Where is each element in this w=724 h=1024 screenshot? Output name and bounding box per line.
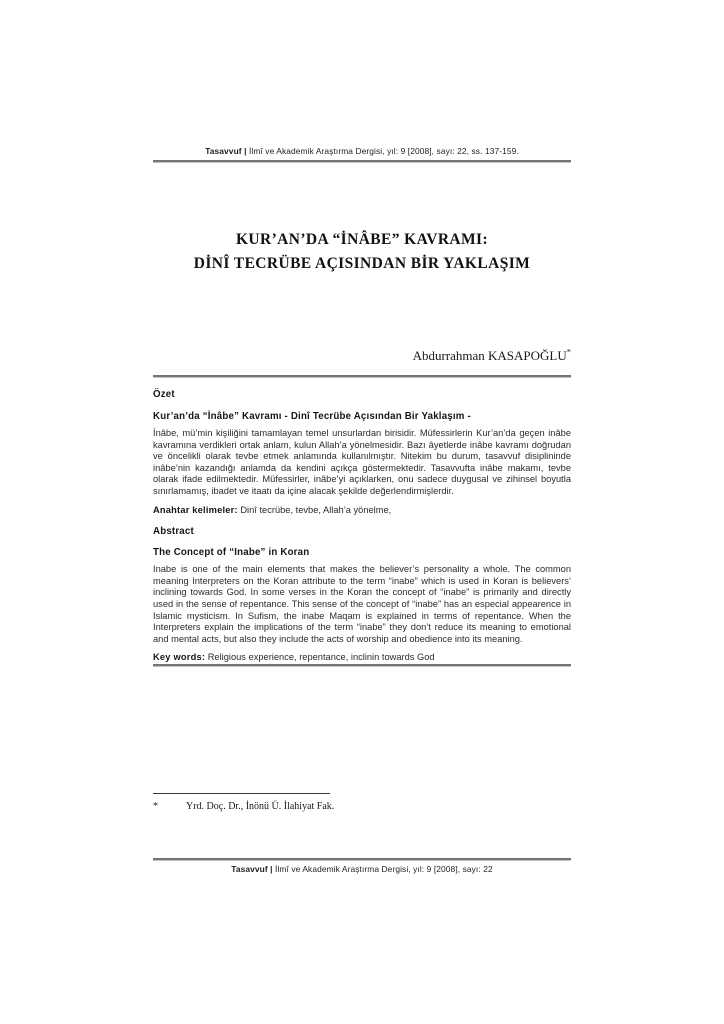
- abstract-top-rule: [153, 375, 571, 378]
- abstract-keywords: [153, 652, 571, 664]
- ozet-keywords-text: Dinî tecrübe, tevbe, Allah’a yönelme,: [240, 504, 392, 515]
- abstract-keywords-label: Key words:: [153, 652, 206, 663]
- author-name: Abdurrahman KASAPOĞLU: [412, 348, 567, 363]
- footer-issue-info: İlmî ve Akademik Araştırma Dergisi, yıl: 9 [2008], sayı: 22: [275, 864, 493, 874]
- ozet-keywords-label: Anahtar kelimeler:: [153, 504, 238, 515]
- abstract-keywords-text: Religious experience, repentance, inclinin towards God: [207, 652, 435, 663]
- author-footnote-mark: *: [566, 346, 571, 357]
- header-rule: [153, 160, 571, 163]
- abstract-section: [153, 389, 571, 664]
- footnote-mark: *: [153, 801, 158, 812]
- ozet-body: İnâbe, mü’min kişiliğini tamamlayan temel unsurlardan birisidir. Müfessirlerin Kur’an’da geçen inâbe kavramına verdikleri ortak anlam, kulun Allah’a yönelmesidir. Bazı âyetlerde inâbe kavramı doğrudan ve öncelikli olarak tevbe etmek anlamında kullanılmıştır. Nitekim bu durum, tasavvuf disiplininde inâbe’nin kazandığı anlamda da kendini açıkça göstermektedir. Tasavvufta inâbe makamı, tevbe olarak ifade edilmektedir. Müfessirler, inâbe’yi açıklarken, onu sadece duygusal ve zihinsel boyutla sınırlamamış, ibadet ve itaatı da içine alacak şekilde değerlendirmişlerdir.: [153, 428, 571, 496]
- journal-header: [153, 146, 571, 156]
- article-title: [153, 228, 571, 276]
- ozet-keywords: [153, 505, 571, 517]
- journal-name: Tasavvuf |: [205, 146, 247, 156]
- article-title-line1: KUR’AN’DA “İNÂBE” KAVRAMI:: [235, 231, 489, 248]
- journal-issue-info: İlmî ve Akademik Araştırma Dergisi, yıl: 9 [2008], sayı: 22, ss. 137-159.: [248, 146, 519, 156]
- ozet-heading: Özet: [153, 389, 175, 400]
- abstract-bottom-rule: [153, 664, 571, 667]
- abstract-body: Inabe is one of the main elements that makes the believer’s personality a whole. The common meaning Interpreters on the Koran attribute to the term “inabe” which is used in Koran is believers’ inclining towards God. In some verses in the Koran the concept of “inabe” is primarily and directly used in the sense of repentance. This sense of the concept of “inabe” has an especial appearence in Islamic mysticism. In Sufism, the inabe Maqam is explained in terms of repentance. When the Interpreters explain the implications of the term “inabe” they don’t reduce its meaning to emotional and mental acts, but also they include the acts of worship and obedience into its meaning.: [153, 564, 571, 644]
- abstract-subtitle: The Concept of “Inabe” in Koran: [153, 547, 310, 559]
- footnote-text: Yrd. Doç. Dr., İnönü Ü. İlahiyat Fak.: [186, 801, 335, 812]
- footnote-separator: [153, 793, 330, 794]
- abstract-heading: Abstract: [153, 526, 194, 538]
- footer-journal-name: Tasavvuf |: [231, 864, 273, 874]
- ozet-subtitle: Kur’an’da “İnâbe” Kavramı - Dinî Tecrübe Açısından Bir Yaklaşım -: [153, 411, 471, 422]
- footnote: [153, 801, 571, 812]
- author-line: [153, 348, 571, 364]
- footer-rule: [153, 858, 571, 861]
- journal-footer: [153, 864, 571, 874]
- article-title-line2: DİNÎ TECRÜBE AÇISINDAN BİR YAKLAŞIM: [193, 255, 531, 272]
